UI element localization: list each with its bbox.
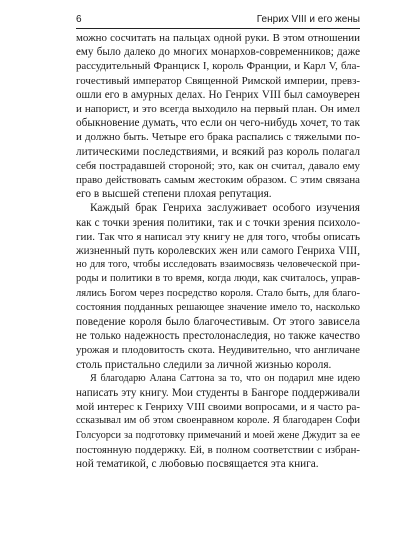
text-line: мой интерес к Генриху VIII своими вопросами, и я часто ра- xyxy=(76,401,360,414)
text-line: и должно быть. Четыре его брака распались с тяжелыми по- xyxy=(76,131,360,144)
page-number: 6 xyxy=(76,14,82,25)
text-line: лялись Богом через посредство короля. Стало быть, для благо- xyxy=(76,287,360,299)
text-line: Каждый брак Генриха заслуживает особого изучения xyxy=(90,202,360,215)
text-line: столь пристально следили за личной жизнью короля. xyxy=(76,358,332,371)
text-line: урожая и плодовитость скота. Неудивительно, что англичане xyxy=(76,344,360,357)
text-line: гии. Так что я написал эту книгу не для того, чтобы описать xyxy=(76,230,360,243)
text-line: и напорист, и это всегда выходило на первый план. Он имел xyxy=(76,103,360,116)
text-line: написать эту книгу. Мои студенты в Бангоре поддерживали xyxy=(76,387,360,400)
text-line: ему было далеко до многих монархов-современников; даже xyxy=(76,46,360,59)
text-line: ошли его в амурных делах. Но Генрих VIII был самоуверен xyxy=(76,88,360,101)
body-text xyxy=(76,31,360,471)
text-line: право действовать самым жестоким образом. С этим связана xyxy=(76,174,360,187)
text-line: ссказывал им об этом своенравном короле. Я благодарен Софи xyxy=(76,415,360,427)
text-line: как с точки зрения политики, так и с точки зрения психоло- xyxy=(76,216,360,229)
paragraph-1 xyxy=(76,31,360,201)
text-line: можно сосчитать на пальцах одной руки. В этом отношении xyxy=(76,32,360,44)
text-line: Голсуорси за подготовку примечаний и моей жене Джудит за ее xyxy=(76,429,360,441)
text-line: Я благодарю Алана Саттона за то, что он подарил мне идею xyxy=(90,372,360,384)
text-line: роды и политики в то время, когда люди, как считалось, управ- xyxy=(76,273,360,285)
text-line: его в высшей степени плохая репутация. xyxy=(76,188,272,201)
text-line: себя пострадавшей стороной; это, как он считал, давало ему xyxy=(76,159,360,172)
page-header xyxy=(76,12,360,29)
text-line: обыкновение думать, что если он чего-нибудь хочет, то так xyxy=(76,117,360,130)
paragraph-2 xyxy=(76,201,360,371)
text-line: гочестивый император Священной Римской империи, превз- xyxy=(76,74,360,87)
text-line: постоянную поддержку. Ей, в полном соответствии с избран- xyxy=(76,443,360,456)
text-line: литическими последствиями, и всякий раз король полагал xyxy=(76,145,360,158)
text-line: рассудительный Франциск I, король Франции, и Карл V, бла- xyxy=(76,60,360,73)
paragraph-3 xyxy=(76,372,360,471)
text-line: но для того, чтобы исследовать взаимосвязь человеческой при- xyxy=(76,259,360,271)
text-line: ной тематикой, с любовью посвящается эта книга. xyxy=(76,458,319,471)
text-line: жизненный путь королевских жен или самого Генриха VIII, xyxy=(76,245,360,258)
text-line: не только надежность престолонаследия, но также качество xyxy=(76,330,360,343)
text-line: состояния подданных решающее значение имело то, насколько xyxy=(76,301,360,313)
running-head: Генрих VIII и его жены xyxy=(256,14,360,25)
text-line: поведение короля было благочестивым. От этого зависела xyxy=(76,316,360,329)
